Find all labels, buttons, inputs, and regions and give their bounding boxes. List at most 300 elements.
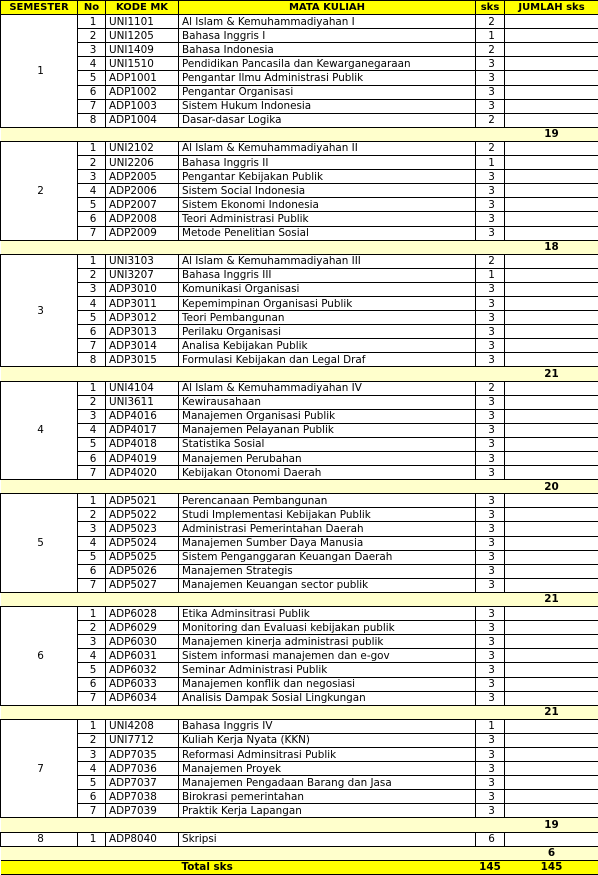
course-jumlah-empty: [505, 254, 598, 268]
course-row: [1, 550, 598, 564]
course-sks: 3: [476, 536, 505, 550]
course-code: UNI3611: [106, 395, 179, 409]
course-row: [1, 494, 598, 508]
course-code: ADP5024: [106, 536, 179, 550]
course-sks: 3: [476, 522, 505, 536]
course-jumlah-empty: [505, 776, 598, 790]
course-row: [1, 762, 598, 776]
course-no: 8: [78, 353, 106, 367]
course-row: [1, 381, 598, 395]
course-code: UNI7712: [106, 733, 179, 747]
course-no: 6: [78, 677, 106, 691]
course-name: Skripsi: [179, 832, 476, 846]
course-code: ADP1004: [106, 113, 179, 127]
subtotal-blank: [1, 592, 505, 606]
course-no: 5: [78, 198, 106, 212]
course-sks: 3: [476, 649, 505, 663]
semester-cell: 7: [1, 719, 78, 818]
course-code: UNI4104: [106, 381, 179, 395]
course-jumlah-empty: [505, 564, 598, 578]
course-code: ADP2009: [106, 226, 179, 240]
course-jumlah-empty: [505, 494, 598, 508]
course-name: Manajemen konflik dan negosiasi: [179, 677, 476, 691]
course-code: ADP7037: [106, 776, 179, 790]
course-jumlah-empty: [505, 339, 598, 353]
course-name: Manajemen Pelayanan Publik: [179, 423, 476, 437]
course-code: UNI3207: [106, 268, 179, 282]
course-row: [1, 747, 598, 761]
course-name: Perencanaan Pembangunan: [179, 494, 476, 508]
course-no: 3: [78, 170, 106, 184]
course-jumlah-empty: [505, 409, 598, 423]
subtotal-blank: [1, 367, 505, 381]
course-sks: 3: [476, 564, 505, 578]
course-sks: 2: [476, 113, 505, 127]
course-row: [1, 325, 598, 339]
course-code: UNI1101: [106, 15, 179, 29]
course-row: [1, 113, 598, 127]
course-jumlah-empty: [505, 578, 598, 592]
course-no: 5: [78, 437, 106, 451]
semester-subtotal-row: [1, 367, 598, 381]
course-row: [1, 832, 598, 846]
course-code: ADP3010: [106, 282, 179, 296]
course-no: 1: [78, 719, 106, 733]
grand-total-empty-no: [78, 860, 106, 874]
grand-total-sks: 145: [476, 860, 505, 874]
course-row: [1, 268, 598, 282]
course-jumlah-empty: [505, 268, 598, 282]
course-name: Sistem Penganggaran Keuangan Daerah: [179, 550, 476, 564]
course-sks: 3: [476, 437, 505, 451]
course-no: 2: [78, 508, 106, 522]
course-no: 5: [78, 776, 106, 790]
course-code: ADP2008: [106, 212, 179, 226]
table-footer: [1, 860, 598, 874]
course-sks: 3: [476, 296, 505, 310]
course-jumlah-empty: [505, 663, 598, 677]
course-no: 7: [78, 466, 106, 480]
course-no: 1: [78, 141, 106, 155]
course-sks: 6: [476, 832, 505, 846]
course-sks: 3: [476, 790, 505, 804]
course-name: Perilaku Organisasi: [179, 325, 476, 339]
course-code: ADP6034: [106, 691, 179, 705]
course-jumlah-empty: [505, 85, 598, 99]
course-no: 4: [78, 762, 106, 776]
course-no: 2: [78, 268, 106, 282]
course-sks: 3: [476, 691, 505, 705]
course-name: Monitoring dan Evaluasi kebijakan publik: [179, 621, 476, 635]
course-name: Bahasa Inggris IV: [179, 719, 476, 733]
course-code: ADP1002: [106, 85, 179, 99]
course-name: Al Islam & Kemuhammadiyahan II: [179, 141, 476, 155]
table-header: [1, 1, 598, 15]
course-name: Studi Implementasi Kebijakan Publik: [179, 508, 476, 522]
course-no: 7: [78, 339, 106, 353]
table-body: [1, 15, 598, 861]
course-no: 2: [78, 156, 106, 170]
course-code: ADP2006: [106, 184, 179, 198]
course-row: [1, 57, 598, 71]
course-name: Kebijakan Otonomi Daerah: [179, 466, 476, 480]
course-row: [1, 353, 598, 367]
course-code: UNI1510: [106, 57, 179, 71]
course-jumlah-empty: [505, 141, 598, 155]
course-name: Reformasi Adminsitrasi Publik: [179, 747, 476, 761]
course-row: [1, 522, 598, 536]
course-no: 2: [78, 395, 106, 409]
course-jumlah-empty: [505, 508, 598, 522]
course-row: [1, 621, 598, 635]
course-no: 1: [78, 15, 106, 29]
course-row: [1, 733, 598, 747]
course-jumlah-empty: [505, 466, 598, 480]
course-code: UNI3103: [106, 254, 179, 268]
semester-cell: 2: [1, 141, 78, 240]
course-row: [1, 466, 598, 480]
course-name: Sistem Social Indonesia: [179, 184, 476, 198]
header-mata-kuliah: MATA KULIAH: [179, 1, 476, 15]
course-jumlah-empty: [505, 212, 598, 226]
course-code: UNI2206: [106, 156, 179, 170]
header-no: No: [78, 1, 106, 15]
course-sks: 3: [476, 677, 505, 691]
course-no: 3: [78, 522, 106, 536]
semester-total-sks: 21: [505, 367, 598, 381]
course-sks: 3: [476, 550, 505, 564]
course-row: [1, 635, 598, 649]
course-name: Bahasa Inggris I: [179, 29, 476, 43]
course-no: 4: [78, 296, 106, 310]
course-no: 6: [78, 564, 106, 578]
course-sks: 3: [476, 409, 505, 423]
course-row: [1, 226, 598, 240]
course-name: Al Islam & Kemuhammadiyahan IV: [179, 381, 476, 395]
semester-subtotal-row: [1, 592, 598, 606]
course-name: Kuliah Kerja Nyata (KKN): [179, 733, 476, 747]
course-jumlah-empty: [505, 57, 598, 71]
course-no: 4: [78, 649, 106, 663]
course-name: Bahasa Inggris III: [179, 268, 476, 282]
course-code: UNI1409: [106, 43, 179, 57]
course-sks: 1: [476, 156, 505, 170]
grand-total-empty-kode: [106, 860, 179, 874]
course-code: ADP6033: [106, 677, 179, 691]
course-sks: 3: [476, 508, 505, 522]
course-no: 2: [78, 733, 106, 747]
course-no: 5: [78, 663, 106, 677]
semester-total-sks: 21: [505, 705, 598, 719]
grand-total-row: [1, 860, 598, 874]
course-jumlah-empty: [505, 381, 598, 395]
course-row: [1, 409, 598, 423]
course-code: ADP6030: [106, 635, 179, 649]
course-row: [1, 212, 598, 226]
course-name: Praktik Kerja Lapangan: [179, 804, 476, 818]
course-code: UNI1205: [106, 29, 179, 43]
header-jumlah: JUMLAH sks: [505, 1, 598, 15]
course-sks: 3: [476, 184, 505, 198]
course-row: [1, 198, 598, 212]
course-row: [1, 663, 598, 677]
course-code: ADP4017: [106, 423, 179, 437]
course-name: Metode Penelitian Sosial: [179, 226, 476, 240]
course-jumlah-empty: [505, 719, 598, 733]
semester-cell: 6: [1, 607, 78, 706]
course-row: [1, 776, 598, 790]
course-row: [1, 43, 598, 57]
course-code: ADP3015: [106, 353, 179, 367]
course-jumlah-empty: [505, 747, 598, 761]
course-row: [1, 452, 598, 466]
course-sks: 1: [476, 719, 505, 733]
course-sks: 3: [476, 621, 505, 635]
course-jumlah-empty: [505, 15, 598, 29]
course-row: [1, 691, 598, 705]
course-sks: 1: [476, 29, 505, 43]
course-sks: 3: [476, 353, 505, 367]
course-name: Sistem Hukum Indonesia: [179, 99, 476, 113]
semester-subtotal-row: [1, 818, 598, 832]
course-jumlah-empty: [505, 452, 598, 466]
course-code: ADP4016: [106, 409, 179, 423]
semester-cell: 8: [1, 832, 78, 846]
course-sks: 3: [476, 85, 505, 99]
course-code: ADP4020: [106, 466, 179, 480]
course-code: ADP7038: [106, 790, 179, 804]
course-name: Kewirausahaan: [179, 395, 476, 409]
course-sks: 3: [476, 776, 505, 790]
course-jumlah-empty: [505, 170, 598, 184]
course-code: UNI2102: [106, 141, 179, 155]
course-no: 3: [78, 409, 106, 423]
course-row: [1, 339, 598, 353]
course-no: 5: [78, 311, 106, 325]
course-code: ADP2005: [106, 170, 179, 184]
course-jumlah-empty: [505, 677, 598, 691]
course-no: 6: [78, 325, 106, 339]
course-code: ADP5022: [106, 508, 179, 522]
course-no: 4: [78, 423, 106, 437]
course-jumlah-empty: [505, 198, 598, 212]
course-jumlah-empty: [505, 113, 598, 127]
course-code: ADP7036: [106, 762, 179, 776]
course-name: Formulasi Kebijakan dan Legal Draf: [179, 353, 476, 367]
course-jumlah-empty: [505, 296, 598, 310]
course-row: [1, 282, 598, 296]
course-code: ADP5021: [106, 494, 179, 508]
semester-subtotal-row: [1, 127, 598, 141]
course-row: [1, 15, 598, 29]
course-no: 2: [78, 621, 106, 635]
course-row: [1, 719, 598, 733]
course-row: [1, 578, 598, 592]
course-name: Birokrasi pemerintahan: [179, 790, 476, 804]
header-semester: SEMESTER: [1, 1, 78, 15]
course-row: [1, 649, 598, 663]
semester-total-sks: 21: [505, 592, 598, 606]
course-no: 1: [78, 494, 106, 508]
course-jumlah-empty: [505, 522, 598, 536]
course-sks: 3: [476, 747, 505, 761]
course-jumlah-empty: [505, 691, 598, 705]
semester-total-sks: 19: [505, 127, 598, 141]
course-sks: 3: [476, 212, 505, 226]
course-name: Pengantar Kebijakan Publik: [179, 170, 476, 184]
course-code: ADP4019: [106, 452, 179, 466]
semester-subtotal-row: [1, 240, 598, 254]
course-jumlah-empty: [505, 423, 598, 437]
course-name: Dasar-dasar Logika: [179, 113, 476, 127]
course-sks: 2: [476, 254, 505, 268]
course-no: 4: [78, 184, 106, 198]
course-jumlah-empty: [505, 790, 598, 804]
course-jumlah-empty: [505, 156, 598, 170]
course-jumlah-empty: [505, 226, 598, 240]
course-jumlah-empty: [505, 71, 598, 85]
course-row: [1, 437, 598, 451]
course-name: Teori Pembangunan: [179, 311, 476, 325]
course-no: 7: [78, 804, 106, 818]
course-row: [1, 156, 598, 170]
course-row: [1, 607, 598, 621]
course-no: 5: [78, 550, 106, 564]
course-sks: 3: [476, 71, 505, 85]
course-name: Analisis Dampak Sosial Lingkungan: [179, 691, 476, 705]
course-row: [1, 184, 598, 198]
course-row: [1, 536, 598, 550]
course-sks: 3: [476, 494, 505, 508]
course-code: ADP6031: [106, 649, 179, 663]
course-row: [1, 170, 598, 184]
subtotal-blank: [1, 818, 505, 832]
course-no: 6: [78, 452, 106, 466]
grand-total-empty-semester: [1, 860, 78, 874]
course-row: [1, 296, 598, 310]
course-jumlah-empty: [505, 325, 598, 339]
course-sks: 3: [476, 339, 505, 353]
course-jumlah-empty: [505, 282, 598, 296]
course-name: Sistem Ekonomi Indonesia: [179, 198, 476, 212]
course-jumlah-empty: [505, 536, 598, 550]
course-no: 1: [78, 607, 106, 621]
course-name: Manajemen Perubahan: [179, 452, 476, 466]
course-no: 3: [78, 747, 106, 761]
subtotal-blank: [1, 240, 505, 254]
course-jumlah-empty: [505, 99, 598, 113]
course-no: 1: [78, 254, 106, 268]
semester-subtotal-row: [1, 480, 598, 494]
subtotal-blank: [1, 127, 505, 141]
course-sks: 3: [476, 311, 505, 325]
course-no: 3: [78, 635, 106, 649]
course-row: [1, 311, 598, 325]
course-code: ADP2007: [106, 198, 179, 212]
course-code: ADP3014: [106, 339, 179, 353]
course-sks: 3: [476, 226, 505, 240]
course-jumlah-empty: [505, 635, 598, 649]
course-sks: 2: [476, 141, 505, 155]
course-row: [1, 71, 598, 85]
course-code: ADP3013: [106, 325, 179, 339]
course-jumlah-empty: [505, 621, 598, 635]
course-name: Administrasi Pemerintahan Daerah: [179, 522, 476, 536]
course-row: [1, 395, 598, 409]
course-sks: 3: [476, 578, 505, 592]
course-row: [1, 508, 598, 522]
course-sks: 2: [476, 381, 505, 395]
course-sks: 3: [476, 99, 505, 113]
course-code: ADP6032: [106, 663, 179, 677]
course-jumlah-empty: [505, 550, 598, 564]
course-no: 7: [78, 578, 106, 592]
course-no: 7: [78, 226, 106, 240]
semester-total-sks: 6: [505, 846, 598, 860]
semester-cell: 5: [1, 494, 78, 593]
course-no: 4: [78, 536, 106, 550]
course-no: 1: [78, 832, 106, 846]
course-name: Etika Adminsitrasi Publik: [179, 607, 476, 621]
course-jumlah-empty: [505, 311, 598, 325]
course-name: Pengantar Ilmu Administrasi Publik: [179, 71, 476, 85]
subtotal-blank: [1, 705, 505, 719]
course-sks: 2: [476, 43, 505, 57]
semester-cell: 4: [1, 381, 78, 480]
course-code: ADP5023: [106, 522, 179, 536]
course-name: Manajemen Keuangan sector publik: [179, 578, 476, 592]
course-code: UNI4208: [106, 719, 179, 733]
course-name: Statistika Sosial: [179, 437, 476, 451]
course-no: 7: [78, 691, 106, 705]
course-jumlah-empty: [505, 29, 598, 43]
course-sks: 3: [476, 733, 505, 747]
course-sks: 3: [476, 804, 505, 818]
course-name: Manajemen Sumber Daya Manusia: [179, 536, 476, 550]
course-name: Pendidikan Pancasila dan Kewarganegaraan: [179, 57, 476, 71]
course-code: ADP1003: [106, 99, 179, 113]
course-code: ADP4018: [106, 437, 179, 451]
semester-total-sks: 18: [505, 240, 598, 254]
course-code: ADP5026: [106, 564, 179, 578]
course-sks: 3: [476, 395, 505, 409]
course-jumlah-empty: [505, 649, 598, 663]
course-row: [1, 677, 598, 691]
course-sks: 2: [476, 15, 505, 29]
course-no: 2: [78, 29, 106, 43]
course-name: Komunikasi Organisasi: [179, 282, 476, 296]
subtotal-blank: [1, 480, 505, 494]
semester-total-sks: 19: [505, 818, 598, 832]
course-name: Sistem informasi manajemen dan e-gov: [179, 649, 476, 663]
course-jumlah-empty: [505, 395, 598, 409]
course-sks: 3: [476, 198, 505, 212]
course-sks: 1: [476, 268, 505, 282]
course-code: ADP5025: [106, 550, 179, 564]
course-sks: 3: [476, 607, 505, 621]
header-row: [1, 1, 598, 15]
semester-subtotal-row: [1, 705, 598, 719]
course-sks: 3: [476, 663, 505, 677]
course-jumlah-empty: [505, 43, 598, 57]
header-kode: KODE MK: [106, 1, 179, 15]
course-jumlah-empty: [505, 832, 598, 846]
semester-cell: 3: [1, 254, 78, 367]
course-jumlah-empty: [505, 607, 598, 621]
course-name: Manajemen kinerja administrasi publik: [179, 635, 476, 649]
course-jumlah-empty: [505, 762, 598, 776]
course-name: Seminar Administrasi Publik: [179, 663, 476, 677]
